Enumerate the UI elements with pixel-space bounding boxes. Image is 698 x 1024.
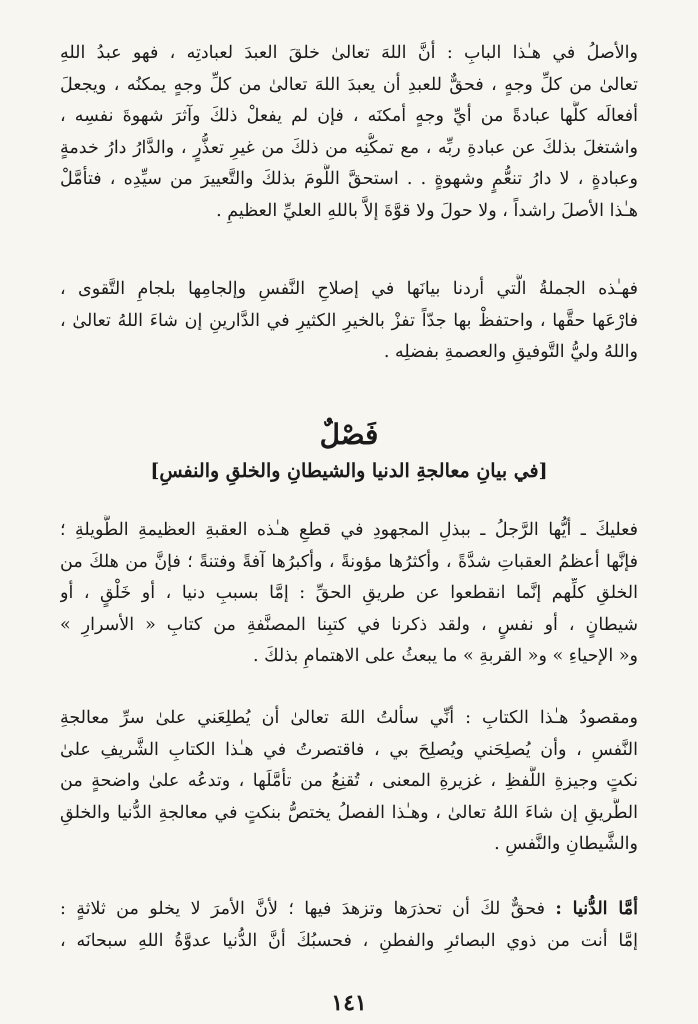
text-line: و« الإحياءِ » و« القربةِ » ما يبعثُ على الاهتمامِ بذلكَ . bbox=[252, 646, 638, 666]
text-line: هـٰذا الأصلَ راشداً ، ولا حولَ ولا قوَّةَ إلاَّ باللهِ العليِّ العظيمِ . bbox=[216, 200, 638, 221]
paragraph-4 bbox=[60, 703, 638, 861]
text-line: الطَّريقِ إن شاءَ اللهُ تعالىٰ ، وهـٰذا الفصلُ يختصُّ بنكتٍ في معالجةِ الدُّنيا والخلقِ bbox=[60, 802, 638, 823]
paragraph-lead-rest: فحقٌّ لكَ أن تحذرَها وتزهدَ فيها ؛ لأنَّ الأمرَ لا يخلو من ثلاثةٍ : bbox=[60, 899, 556, 919]
text-line: الخلقِ كلِّهم إنَّما انقطعوا عن طريقِ الحقِّ : إمَّا بسببِ دنيا ، أو خَلْقٍ ، أو bbox=[60, 583, 638, 603]
text-line: فارْعَها حقَّها ، واحتفظْ بها جدّاً تفزْ بالخيرِ الكثيرِ في الدَّارينِ إن شاءَ اللهُ تعالىٰ ، bbox=[60, 310, 638, 331]
text-line: فإنَّها أعظمُ العقباتِ شدَّةً ، وأكثرُها مؤونةً ، وأكبرُها آفةً وفتنةً ؛ فإنَّ من هلكَ من bbox=[60, 551, 638, 572]
text-line: أفعالَه كلَّها عبادةً من أيِّ وجهٍ أمكنَه ، فإن لم يفعلْ ذلكَ وآثرَ شهوةَ نفسِه ، bbox=[60, 106, 638, 126]
paragraph-3 bbox=[60, 515, 638, 673]
paragraph-1 bbox=[60, 38, 638, 227]
text-line: فهـٰذه الجملةُ الَّتي أردنا بيانَها في إصلاحِ النَّفسِ وإلجامِها بلجامِ التَّقوى ، bbox=[60, 279, 638, 299]
text-line: النَّفسِ ، وأن يُصلِحَني ويُصلِحَ بي ، فاقتصرتُ في هـٰذا الكتابِ الشَّريفِ علىٰ bbox=[60, 739, 638, 760]
text-line: والأصلُ في هـٰذا البابِ : أنَّ اللهَ تعالىٰ خلقَ العبدَ لعبادتِه ، فهو عبدُ اللهِ bbox=[60, 43, 638, 63]
paragraph-2 bbox=[60, 274, 638, 369]
text-line: تعالىٰ من كلِّ وجهٍ ، فحقٌّ للعبدِ أن يعبدَ اللهَ تعالىٰ من كلِّ وجهٍ يمكنُه ، ويجعلَ bbox=[60, 74, 638, 95]
section-ornament: فَصْلٌ bbox=[319, 418, 379, 451]
paragraph-5 bbox=[60, 894, 638, 957]
text-line: ومقصودُ هـٰذا الكتابِ : أنِّي سألتُ اللهَ تعالىٰ أن يُطلِعَني علىٰ سرِّ معالجةِ bbox=[60, 708, 638, 728]
text-line: واللهُ وليُّ التَّوفيقِ والعصمةِ بفضلِه . bbox=[383, 342, 638, 362]
text-line: شيطانٍ ، أو نفسٍ ، ولقد ذكرنا في كتبِنا المصنَّفةِ من كتابِ « الأسرارِ » bbox=[60, 614, 638, 635]
text-line: نكتٍ وجيزةِ اللَّفظِ ، غزيرةِ المعنى ، تُقنِعُ من تأمَّلَها ، وتدعُه علىٰ واضحةٍ من bbox=[60, 771, 638, 791]
text-line bbox=[60, 894, 638, 926]
section-heading: [في بيانِ معالجةِ الدنيا والشيطانِ والخلقِ والنفسِ] bbox=[150, 460, 548, 482]
text-line: واشتغلَ بذلكَ عن عبادةِ ربِّه ، مع تمكُّنِه من ذلكَ من غيرِ تعذُّرٍ ، والدَّارُ دارُ خدمةٍ bbox=[60, 137, 638, 158]
text-line: وعبادةٍ ، لا دارُ تنعُّمٍ وشهوةٍ . . استحقَّ اللَّومَ بذلكَ والتَّعييرَ من سيِّدِه ، فتأمَّلْ bbox=[60, 169, 638, 189]
text-line: إمَّا أنت من ذوي البصائرِ والفطنِ ، فحسبُكَ أنَّ الدُّنيا عدوَّةُ اللهِ سبحانَه ، bbox=[60, 930, 638, 951]
text-line: والشَّيطانِ والنَّفسِ . bbox=[494, 834, 638, 854]
text-line: فعليكَ ـ أيُّها الرَّجلُ ـ ببذلِ المجهودِ في قطعِ هـٰذه العقبةِ العظيمةِ الطَّويلةِ ؛ bbox=[60, 520, 638, 540]
page-number: ١٤١ bbox=[331, 990, 367, 1016]
paragraph-lead: أمَّا الدُّنيا : bbox=[555, 899, 638, 919]
